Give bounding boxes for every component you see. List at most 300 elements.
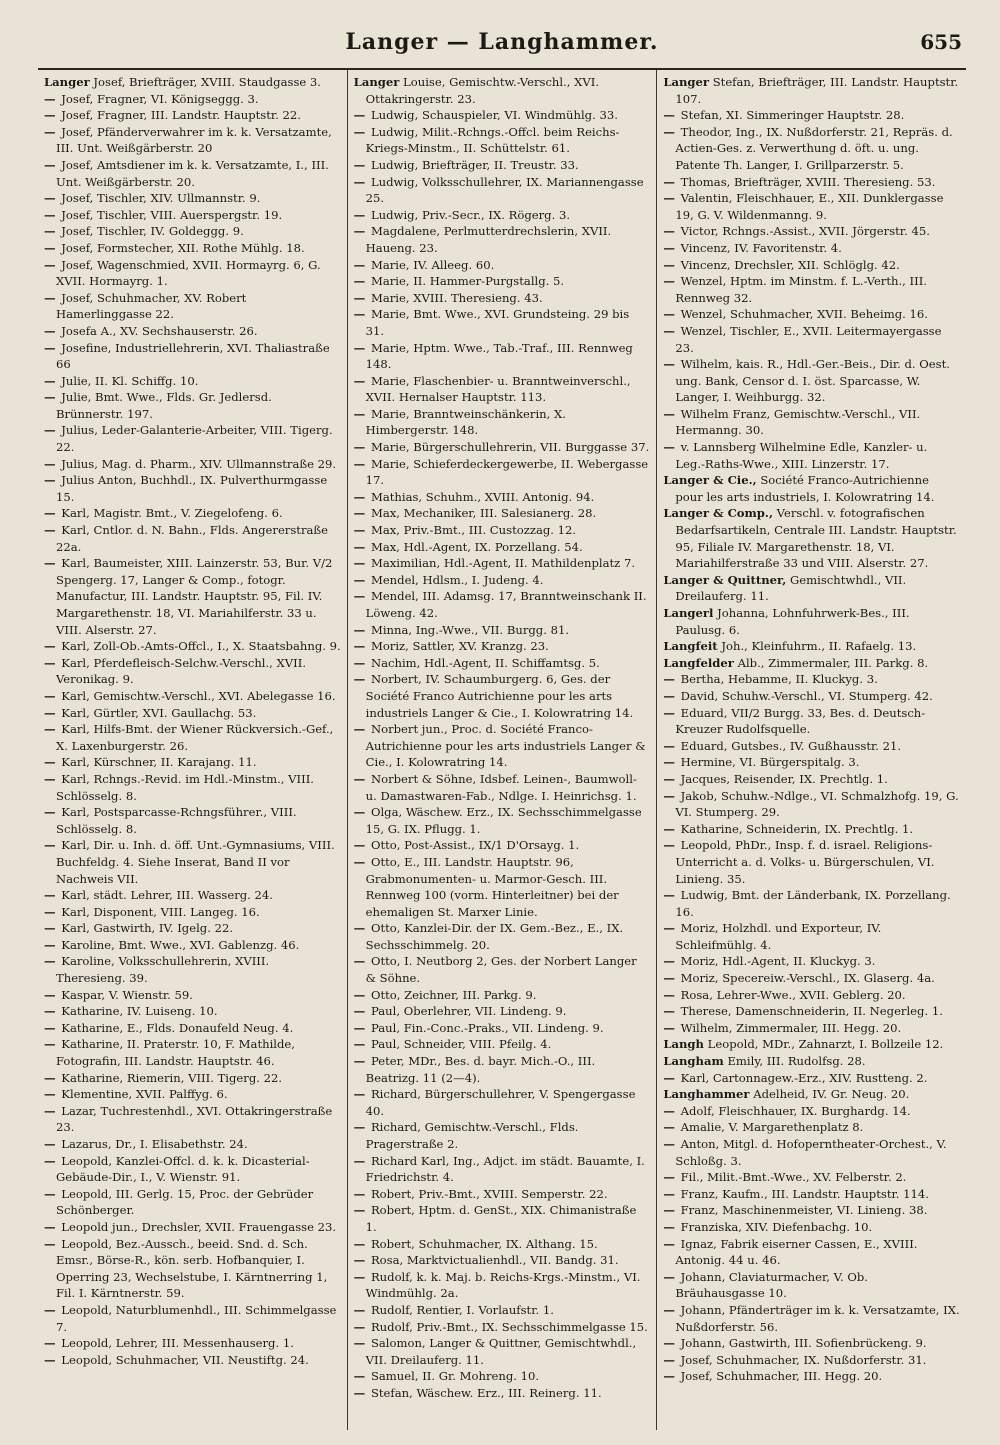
entry-surname: — bbox=[353, 1087, 366, 1102]
running-title: Langer — Langhammer. bbox=[345, 29, 659, 55]
entry-surname: — bbox=[663, 888, 675, 903]
directory-entry bbox=[354, 588, 651, 621]
entry-details: Adolf, Fleischhauer, IX. Burghardg. 14. bbox=[680, 1103, 911, 1118]
directory-entry bbox=[44, 522, 341, 555]
directory-entry bbox=[44, 124, 341, 157]
entry-details: Julius Anton, Buchhdl., IX. Pulverthurmgasse 15. bbox=[56, 473, 328, 504]
directory-entry bbox=[354, 1302, 651, 1319]
entry-details: Louise, Gemischtw.-Verschl., XVI. Ottakringerstr. 23. bbox=[365, 75, 600, 106]
directory-entry bbox=[663, 257, 960, 274]
directory-entry bbox=[354, 124, 651, 157]
entry-surname: — bbox=[44, 1153, 56, 1168]
directory-entry bbox=[663, 1236, 960, 1269]
directory-entry bbox=[354, 107, 651, 124]
entry-details: Thomas, Briefträger, XVIII. Theresieng. 53. bbox=[680, 174, 936, 189]
entry-surname: — bbox=[44, 755, 56, 770]
directory-entry bbox=[44, 754, 341, 771]
entry-details: Moriz, Hdl.-Agent, II. Kluckyg. 3. bbox=[680, 954, 876, 969]
directory-entry bbox=[44, 240, 341, 257]
entry-details: Josef, Fragner, VI. Königseggg. 3. bbox=[61, 91, 259, 106]
entry-surname: — bbox=[353, 1236, 366, 1251]
entry-surname: — bbox=[353, 340, 366, 355]
entry-details: Julie, Bmt. Wwe., Flds. Gr. Jedlersd. Brünnerstr. 197. bbox=[56, 390, 272, 421]
entry-surname: — bbox=[44, 373, 56, 388]
directory-entry bbox=[663, 124, 960, 174]
entry-details: Eduard, VII/2 Burgg. 33, Bes. d. Deutsch-Kreuzer Rudolfsquelle. bbox=[675, 705, 926, 737]
entry-details: Josef, Schuhmacher, IX. Nußdorferstr. 31. bbox=[680, 1352, 927, 1367]
entry-surname: — bbox=[353, 655, 366, 670]
entry-details: Leopold jun., Drechsler, XVII. Frauengasse 23. bbox=[61, 1219, 337, 1234]
entry-surname: — bbox=[44, 224, 56, 239]
entry-surname: — bbox=[663, 1203, 675, 1218]
directory-entry bbox=[44, 1103, 341, 1136]
directory-entry bbox=[663, 1136, 960, 1169]
entry-surname: — bbox=[44, 1087, 56, 1102]
entry-surname: — bbox=[353, 290, 366, 305]
directory-entry bbox=[44, 1036, 341, 1069]
entry-details: Jakob, Schuhw.-Ndlge., VI. Schmalzhofg. 19, G. VI. Stumperg. 29. bbox=[675, 788, 959, 820]
directory-entry bbox=[663, 240, 960, 257]
entry-details: Vincenz, IV. Favoritenstr. 4. bbox=[680, 240, 842, 255]
entry-surname: — bbox=[663, 1352, 675, 1367]
entry-surname: Langer & Comp., bbox=[663, 506, 773, 521]
entry-details: Minna, Ing.-Wwe., VII. Burgg. 81. bbox=[370, 622, 570, 637]
entry-surname: — bbox=[663, 738, 675, 753]
entry-details: Franz, Maschinenmeister, VI. Linieng. 38. bbox=[680, 1203, 928, 1218]
entry-details: Maximilian, Hdl.-Agent, II. Mathildenplatz 7. bbox=[370, 556, 636, 571]
entry-surname: — bbox=[44, 987, 56, 1002]
entry-details: Stefan, Wäschew. Erz., III. Reinerg. 11. bbox=[370, 1385, 602, 1400]
entry-details: Rudolf, Priv.-Bmt., IX. Sechsschimmelgasse 15. bbox=[370, 1319, 648, 1334]
entry-surname: — bbox=[353, 722, 366, 737]
entry-details: Wenzel, Schuhmacher, XVII. Beheimg. 16. bbox=[680, 307, 928, 322]
entry-details: Josef, Formstecher, XII. Rothe Mühlg. 18. bbox=[61, 240, 305, 255]
entry-details: Marie, Bmt. Wwe., XVI. Grundsteing. 29 bis 31. bbox=[365, 307, 630, 338]
directory-entry bbox=[354, 1153, 651, 1186]
directory-entry bbox=[663, 74, 960, 107]
entry-details: Gemischtwhdl., VII. Dreilauferg. 11. bbox=[675, 572, 907, 604]
directory-entry bbox=[354, 671, 651, 721]
entry-details: Wilhelm, kais. R., Hdl.-Ger.-Beis., Dir. d. Oest. ung. Bank, Censor d. I. öst. Sparcasse, W. Langer, I. Weihburgg. 32. bbox=[675, 357, 950, 405]
entry-details: Otto, Kanzlei-Dir. der IX. Gem.-Bez., E., IX. Sechsschimmelg. 20. bbox=[365, 921, 624, 952]
directory-entry bbox=[44, 555, 341, 638]
directory-entry bbox=[663, 738, 960, 755]
directory-entry bbox=[44, 1352, 341, 1369]
entry-details: Salomon, Langer & Quittner, Gemischtwhdl., VII. Dreilauferg. 11. bbox=[365, 1336, 637, 1367]
entry-surname: Langhammer bbox=[663, 1087, 750, 1102]
directory-entry bbox=[44, 1136, 341, 1153]
entry-surname: — bbox=[44, 1236, 56, 1251]
entry-details: Josef, Tischler, VIII. Auerspergstr. 19. bbox=[61, 207, 283, 222]
directory-entry bbox=[354, 1368, 651, 1385]
directory-entry bbox=[663, 572, 960, 605]
directory-entry bbox=[663, 306, 960, 323]
directory-entry bbox=[663, 1086, 960, 1103]
entry-details: Karl, Cntlor. d. N. Bahn., Flds. Angererstraße 22a. bbox=[56, 523, 329, 554]
entry-details: Joh., Kleinfuhrm., II. Rafaelg. 13. bbox=[721, 639, 917, 654]
entry-surname: — bbox=[663, 174, 675, 189]
entry-details: Rosa, Marktvictualienhdl., VII. Bandg. 31. bbox=[370, 1253, 619, 1268]
entry-details: Kaspar, V. Wienstr. 59. bbox=[61, 987, 193, 1002]
directory-entry bbox=[663, 190, 960, 223]
entry-surname: — bbox=[353, 224, 366, 239]
directory-entry bbox=[663, 1186, 960, 1203]
entry-surname: — bbox=[44, 1352, 56, 1367]
directory-entry bbox=[663, 1103, 960, 1120]
directory-entry bbox=[663, 1368, 960, 1385]
entry-surname: — bbox=[44, 688, 56, 703]
directory-entry bbox=[44, 422, 341, 455]
entry-details: Olga, Wäschew. Erz., IX. Sechsschimmelgasse 15, G. IX. Pflugg. 1. bbox=[365, 805, 642, 836]
directory-entry bbox=[354, 854, 651, 920]
directory-entry bbox=[354, 257, 651, 274]
entry-details: Vincenz, Drechsler, XII. Schlöglg. 42. bbox=[680, 257, 900, 272]
entry-details: Rudolf, k. k. Maj. b. Reichs-Krgs.-Minstm., VI. Windmühlg. 2a. bbox=[365, 1269, 641, 1301]
entry-details: Rudolf, Rentier, I. Vorlaufstr. 1. bbox=[370, 1302, 554, 1317]
directory-entry bbox=[663, 688, 960, 705]
entry-details: David, Schuhw.-Verschl., VI. Stumperg. 42. bbox=[680, 688, 933, 703]
directory-entry bbox=[663, 754, 960, 771]
entry-surname: — bbox=[44, 91, 56, 106]
entry-surname: — bbox=[353, 207, 366, 222]
entry-surname: — bbox=[663, 224, 675, 239]
directory-entry bbox=[354, 555, 651, 572]
entry-details: Karl, Gastwirth, IV. Igelg. 22. bbox=[61, 921, 234, 936]
entry-details: Josef, Amtsdiener im k. k. Versatzamte, I., III. Unt. Weißgärberstr. 20. bbox=[56, 157, 329, 189]
entry-details: Moriz, Specereiw.-Verschl., IX. Glaserg. 4a. bbox=[680, 971, 935, 986]
entry-details: Karoline, Volksschullehrerin, XVIII. Theresieng. 39. bbox=[56, 954, 270, 986]
entry-surname: — bbox=[44, 191, 56, 206]
directory-entry bbox=[663, 174, 960, 191]
entry-surname: — bbox=[353, 838, 366, 853]
entry-details: Richard, Gemischtw.-Verschl., Flds. Pragerstraße 2. bbox=[365, 1120, 579, 1151]
entry-surname: — bbox=[44, 1219, 56, 1234]
entry-surname: — bbox=[44, 390, 56, 405]
page-header bbox=[38, 22, 966, 62]
directory-entry bbox=[663, 705, 960, 738]
entry-surname: — bbox=[44, 1020, 56, 1035]
entry-details: Karl, Zoll-Ob.-Amts-Offcl., I., X. Staatsbahng. 9. bbox=[61, 639, 341, 654]
directory-entry bbox=[663, 1036, 960, 1053]
directory-entry bbox=[354, 771, 651, 804]
entry-surname: — bbox=[663, 1236, 675, 1251]
directory-entry bbox=[663, 920, 960, 953]
entry-surname: — bbox=[44, 1186, 56, 1201]
directory-entry bbox=[44, 804, 341, 837]
entry-surname: — bbox=[353, 672, 366, 687]
directory-entry bbox=[354, 157, 651, 174]
entry-surname: — bbox=[353, 174, 366, 189]
entry-surname: — bbox=[353, 1020, 366, 1035]
entry-details: Max, Mechaniker, III. Salesianerg. 28. bbox=[370, 506, 597, 521]
entry-details: Alb., Zimmermaler, III. Parkg. 8. bbox=[737, 655, 929, 670]
directory-entry bbox=[354, 804, 651, 837]
entry-details: Paul, Oberlehrer, VII. Lindeng. 9. bbox=[370, 1004, 567, 1019]
directory-entry bbox=[44, 456, 341, 473]
entry-details: Leopold, Schuhmacher, VII. Neustiftg. 24. bbox=[61, 1352, 309, 1367]
entry-details: Josef, Pfänderverwahrer im k. k. Versatzamte, III. Unt. Weißgärberstr. 20 bbox=[56, 124, 332, 156]
directory-entry bbox=[354, 1086, 651, 1119]
entry-surname: Langer bbox=[44, 75, 90, 89]
entry-details: Robert, Hptm. d. GenSt., XIX. Chimanistraße 1. bbox=[365, 1203, 637, 1234]
entry-surname: — bbox=[44, 954, 56, 969]
entry-details: Norbert jun., Proc. d. Société Franco-Autrichienne pour les arts industriels Langer & Cie., I. Kolowratring 14. bbox=[365, 722, 646, 770]
entry-details: Karl, Pferdefleisch-Selchw.-Verschl., XVII. Veronikag. 9. bbox=[56, 655, 307, 687]
directory-entry bbox=[354, 987, 651, 1004]
entry-surname: — bbox=[663, 274, 675, 289]
entry-surname: — bbox=[663, 124, 675, 139]
entry-details: Ludwig, Volksschullehrer, IX. Mariannengasse 25. bbox=[365, 174, 644, 206]
entry-surname: — bbox=[44, 323, 56, 338]
entry-details: Otto, Post-Assist., IX/1 D'Orsayg. 1. bbox=[370, 838, 580, 853]
directory-entry bbox=[663, 638, 960, 655]
entry-surname: — bbox=[353, 639, 366, 654]
entry-details: Otto, E., III. Landstr. Hauptstr. 96, Grabmonumenten- u. Marmor-Gesch. III. Rennweg 100 (vorm. Hinterleitner) bei der ehemaligen St. Marxer Linie. bbox=[365, 854, 619, 919]
entry-surname: — bbox=[353, 539, 366, 554]
entry-details: Theodor, Ing., IX. Nußdorferstr. 21, Repräs. d. Actien-Ges. z. Verwerthung d. öft. u. ung. Patente Th. Langer, I. Grillparzerstr. 5. bbox=[675, 124, 953, 172]
entry-surname: — bbox=[44, 506, 56, 521]
directory-entry bbox=[354, 406, 651, 439]
directory-entry bbox=[354, 572, 651, 589]
entry-surname: — bbox=[353, 1153, 366, 1168]
entry-details: Mendel, Hdlsm., I. Judeng. 4. bbox=[370, 572, 544, 587]
entry-surname: — bbox=[353, 274, 366, 289]
column-2 bbox=[348, 70, 658, 1430]
entry-surname: — bbox=[44, 1302, 56, 1317]
entry-details: Karl, Cartonnagew.-Erz., XIV. Rustteng. 2. bbox=[680, 1070, 928, 1085]
entry-details: Josefa A., XV. Sechshauserstr. 26. bbox=[61, 323, 258, 338]
entry-details: Fil., Milit.-Bmt.-Wwe., XV. Felberstr. 2. bbox=[680, 1170, 907, 1185]
directory-entry bbox=[663, 771, 960, 788]
entry-surname: — bbox=[353, 1253, 366, 1268]
entry-surname: — bbox=[44, 108, 56, 123]
entry-details: Jacques, Reisender, IX. Prechtlg. 1. bbox=[680, 771, 888, 786]
entry-surname: — bbox=[353, 373, 366, 388]
directory-entry bbox=[354, 1202, 651, 1235]
directory-entry bbox=[354, 456, 651, 489]
entry-surname: — bbox=[663, 1103, 675, 1118]
directory-entry bbox=[663, 1070, 960, 1087]
entry-surname: — bbox=[353, 506, 366, 521]
entry-details: Josef, Schuhmacher, III. Hegg. 20. bbox=[680, 1369, 883, 1384]
entry-surname: — bbox=[353, 556, 366, 571]
entry-details: Anton, Mitgl. d. Hofoperntheater-Orchest., V. Schloßg. 3. bbox=[675, 1137, 947, 1168]
entry-details: Amalie, V. Margarethenplatz 8. bbox=[680, 1120, 864, 1135]
entry-surname: Langh bbox=[663, 1037, 704, 1052]
directory-entry bbox=[44, 655, 341, 688]
directory-entry bbox=[354, 1252, 651, 1269]
directory-entry bbox=[44, 1153, 341, 1186]
entry-surname: Langer & Quittner, bbox=[663, 572, 787, 587]
entry-surname: — bbox=[353, 1037, 366, 1052]
directory-entry bbox=[44, 1086, 341, 1103]
directory-entry bbox=[44, 1186, 341, 1219]
directory-entry bbox=[663, 1335, 960, 1352]
directory-entry bbox=[44, 91, 341, 108]
directory-entry bbox=[354, 1319, 651, 1336]
entry-surname: — bbox=[353, 589, 366, 604]
entry-details: Josef, Schuhmacher, XV. Robert Hamerlinggasse 22. bbox=[56, 290, 247, 322]
entry-surname: Langer bbox=[663, 75, 710, 89]
page-number: 655 bbox=[920, 30, 962, 54]
entry-surname: — bbox=[353, 1054, 366, 1069]
entry-details: Adelheid, IV. Gr. Neug. 20. bbox=[753, 1087, 910, 1102]
entry-surname: — bbox=[44, 207, 56, 222]
entry-surname: — bbox=[44, 157, 56, 172]
entry-details: Samuel, II. Gr. Mohreng. 10. bbox=[370, 1369, 540, 1384]
entry-surname: — bbox=[663, 406, 675, 421]
entry-surname: — bbox=[44, 937, 56, 952]
entry-surname: — bbox=[353, 622, 366, 637]
entry-surname: — bbox=[353, 1336, 366, 1351]
entry-surname: — bbox=[663, 1070, 675, 1085]
directory-entry bbox=[663, 1302, 960, 1335]
entry-details: Leopold, Lehrer, III. Messenhauserg. 1. bbox=[61, 1336, 294, 1351]
entry-surname: — bbox=[44, 124, 56, 139]
entry-details: Katharine, Riemerin, VIII. Tigerg. 22. bbox=[61, 1070, 283, 1085]
entry-details: v. Lannsberg Wilhelmine Edle, Kanzler- u. Leg.-Raths-Wwe., XIII. Linzerstr. 17. bbox=[675, 440, 928, 471]
entry-details: Julius, Mag. d. Pharm., XIV. Ullmannstraße 29. bbox=[61, 456, 337, 471]
directory-entry bbox=[44, 1302, 341, 1335]
directory-entry bbox=[44, 937, 341, 954]
entry-details: Julie, II. Kl. Schiffg. 10. bbox=[61, 373, 199, 388]
entry-surname: — bbox=[44, 904, 56, 919]
directory-entry bbox=[663, 1003, 960, 1020]
entry-details: Marie, II. Hammer-Purgstallg. 5. bbox=[370, 274, 565, 289]
entry-details: Hermine, VI. Bürgerspitalg. 3. bbox=[680, 755, 860, 770]
directory-entry bbox=[354, 1335, 651, 1368]
entry-surname: — bbox=[663, 971, 675, 986]
entry-details: Therese, Damenschneiderin, II. Negerleg. 1. bbox=[680, 1004, 943, 1019]
entry-details: Lazarus, Dr., I. Elisabethstr. 24. bbox=[61, 1137, 248, 1151]
entry-surname: — bbox=[44, 921, 56, 936]
entry-surname: — bbox=[44, 523, 56, 538]
entry-details: Emily, III. Rudolfsg. 28. bbox=[727, 1054, 866, 1069]
entry-details: Ludwig, Schauspieler, VI. Windmühlg. 33. bbox=[370, 108, 618, 123]
directory-entry bbox=[44, 389, 341, 422]
entry-details: Karl, Hilfs-Bmt. der Wiener Rückversich.-Gef., X. Laxenburgerstr. 26. bbox=[56, 722, 334, 753]
entry-surname: — bbox=[663, 1120, 675, 1135]
column-1 bbox=[38, 70, 348, 1430]
entry-surname: — bbox=[44, 1004, 56, 1019]
directory-entry bbox=[663, 987, 960, 1004]
directory-entry bbox=[44, 771, 341, 804]
entry-details: Stefan, XI. Simmeringer Hauptstr. 28. bbox=[680, 108, 905, 123]
directory-entry bbox=[44, 887, 341, 904]
directory-entry bbox=[44, 721, 341, 754]
directory-entry bbox=[663, 605, 960, 638]
entry-details: Katharine, IV. Luiseng. 10. bbox=[61, 1004, 218, 1019]
entry-surname: — bbox=[663, 838, 675, 853]
directory-entry bbox=[663, 671, 960, 688]
directory-entry bbox=[354, 953, 651, 986]
entry-details: Victor, Rchngs.-Assist., XVII. Jörgerstr. 45. bbox=[680, 224, 930, 239]
entry-details: Wilhelm Franz, Gemischtw.-Verschl., VII. Hermanng. 30. bbox=[675, 406, 921, 438]
entry-details: Ludwig, Milit.-Rchngs.-Offcl. beim Reichs-Kriegs-Minstm., II. Schüttelstr. 61. bbox=[365, 124, 620, 156]
directory-entry bbox=[354, 1236, 651, 1253]
entry-surname: — bbox=[663, 1219, 675, 1234]
directory-entry bbox=[44, 953, 341, 986]
directory-entry bbox=[354, 290, 651, 307]
directory-entry bbox=[663, 655, 960, 672]
entry-details: Bertha, Hebamme, II. Kluckyg. 3. bbox=[680, 672, 878, 687]
entry-surname: — bbox=[353, 1385, 366, 1400]
entry-details: Marie, Branntweinschänkerin, X. Himbergerstr. 148. bbox=[365, 406, 566, 438]
entry-details: Marie, XVIII. Theresieng. 43. bbox=[370, 290, 543, 305]
entry-details: Wilhelm, Zimmermaler, III. Hegg. 20. bbox=[680, 1020, 902, 1035]
entry-surname: — bbox=[663, 1369, 675, 1384]
entry-details: Josefine, Industriellehrerin, XVI. Thaliastraße 66 bbox=[56, 340, 330, 372]
entry-details: Moriz, Holzhdl. und Exporteur, IV. Schleifmühlg. 4. bbox=[675, 921, 882, 952]
directory-entry bbox=[354, 1053, 651, 1086]
entry-surname: — bbox=[663, 705, 675, 720]
entry-details: Karl, Disponent, VIII. Langeg. 16. bbox=[61, 904, 260, 919]
entry-details: Klementine, XVII. Palffyg. 6. bbox=[61, 1087, 228, 1102]
directory-entry bbox=[44, 987, 341, 1004]
directory-entry bbox=[663, 1053, 960, 1070]
entry-surname: — bbox=[663, 323, 675, 338]
entry-details: Robert, Priv.-Bmt., XVIII. Semperstr. 22. bbox=[370, 1186, 608, 1201]
directory-entry bbox=[354, 522, 651, 539]
entry-details: Marie, Flaschenbier- u. Branntweinverschl., XVII. Hernalser Hauptstr. 113. bbox=[365, 373, 631, 405]
directory-entry bbox=[354, 74, 651, 107]
directory-entry bbox=[663, 1269, 960, 1302]
entry-surname: — bbox=[353, 157, 366, 172]
entry-surname: — bbox=[44, 1336, 56, 1351]
entry-details: Max, Priv.-Bmt., III. Custozzag. 12. bbox=[370, 523, 577, 538]
entry-surname: — bbox=[353, 523, 366, 538]
directory-entry bbox=[354, 340, 651, 373]
entry-details: Norbert, IV. Schaumburgerg. 6, Ges. der Société Franco Autrichienne pour les arts industriels Langer & Cie., I. Kolowratring 14. bbox=[365, 672, 634, 720]
entry-details: Johanna, Lohnfuhrwerk-Bes., III. Paulusg. 6. bbox=[675, 606, 910, 637]
entry-surname: — bbox=[353, 1269, 366, 1284]
directory-entry bbox=[663, 788, 960, 821]
directory-entry bbox=[44, 1020, 341, 1037]
entry-details: Marie, Bürgerschullehrerin, VII. Burggasse 37. bbox=[370, 440, 650, 455]
entry-surname: — bbox=[44, 838, 56, 853]
directory-entry bbox=[663, 107, 960, 124]
entry-surname: Langerl bbox=[663, 606, 714, 620]
entry-details: Josef, Wagenschmied, XVII. Hormayrg. 6, G. XVII. Hormayrg. 1. bbox=[56, 257, 321, 289]
entry-surname: — bbox=[353, 1302, 366, 1317]
entry-details: Leopold, Naturblumenhdl., III. Schimmelgasse 7. bbox=[56, 1302, 337, 1334]
entry-surname: — bbox=[353, 124, 366, 139]
directory-entry bbox=[354, 439, 651, 456]
entry-surname: — bbox=[353, 954, 366, 969]
entry-details: Paul, Schneider, VIII. Pfeilg. 4. bbox=[370, 1037, 552, 1052]
directory-entry bbox=[44, 207, 341, 224]
directory-entry bbox=[354, 505, 651, 522]
entry-surname: — bbox=[44, 722, 56, 737]
entry-surname: — bbox=[353, 1203, 366, 1218]
directory-entry bbox=[663, 472, 960, 505]
entry-details: Katharine, II. Praterstr. 10, F. Mathilde, Fotografin, III. Landstr. Hauptstr. 46. bbox=[56, 1037, 295, 1069]
entry-details: Franz, Kaufm., III. Landstr. Hauptstr. 114. bbox=[680, 1186, 929, 1201]
entry-details: Josef, Tischler, IV. Goldeggg. 9. bbox=[61, 224, 244, 239]
entry-details: Karl, städt. Lehrer, III. Wasserg. 24. bbox=[61, 888, 273, 903]
entry-details: Leopold, Kanzlei-Offcl. d. k. k. Dicasterial-Gebäude-Dir., I., V. Wienstr. 91. bbox=[56, 1153, 310, 1185]
entry-details: Robert, Schuhmacher, IX. Althang. 15. bbox=[370, 1236, 598, 1251]
directory-entry bbox=[354, 622, 651, 639]
entry-details: Karl, Magistr. Bmt., V. Ziegelofeng. 6. bbox=[61, 506, 283, 521]
entry-surname: — bbox=[353, 307, 366, 322]
entry-surname: — bbox=[353, 489, 366, 504]
entry-surname: — bbox=[44, 888, 56, 903]
entry-details: Karl, Kürschner, II. Karajang. 11. bbox=[61, 755, 257, 770]
entry-details: Leopold, III. Gerlg. 15, Proc. der Gebrüder Schönberger. bbox=[56, 1186, 314, 1218]
entry-details: Otto, I. Neutborg 2, Ges. der Norbert Langer & Söhne. bbox=[365, 954, 637, 986]
entry-details: Mendel, III. Adamsg. 17, Branntweinschank II. Löweng. 42. bbox=[365, 589, 647, 620]
